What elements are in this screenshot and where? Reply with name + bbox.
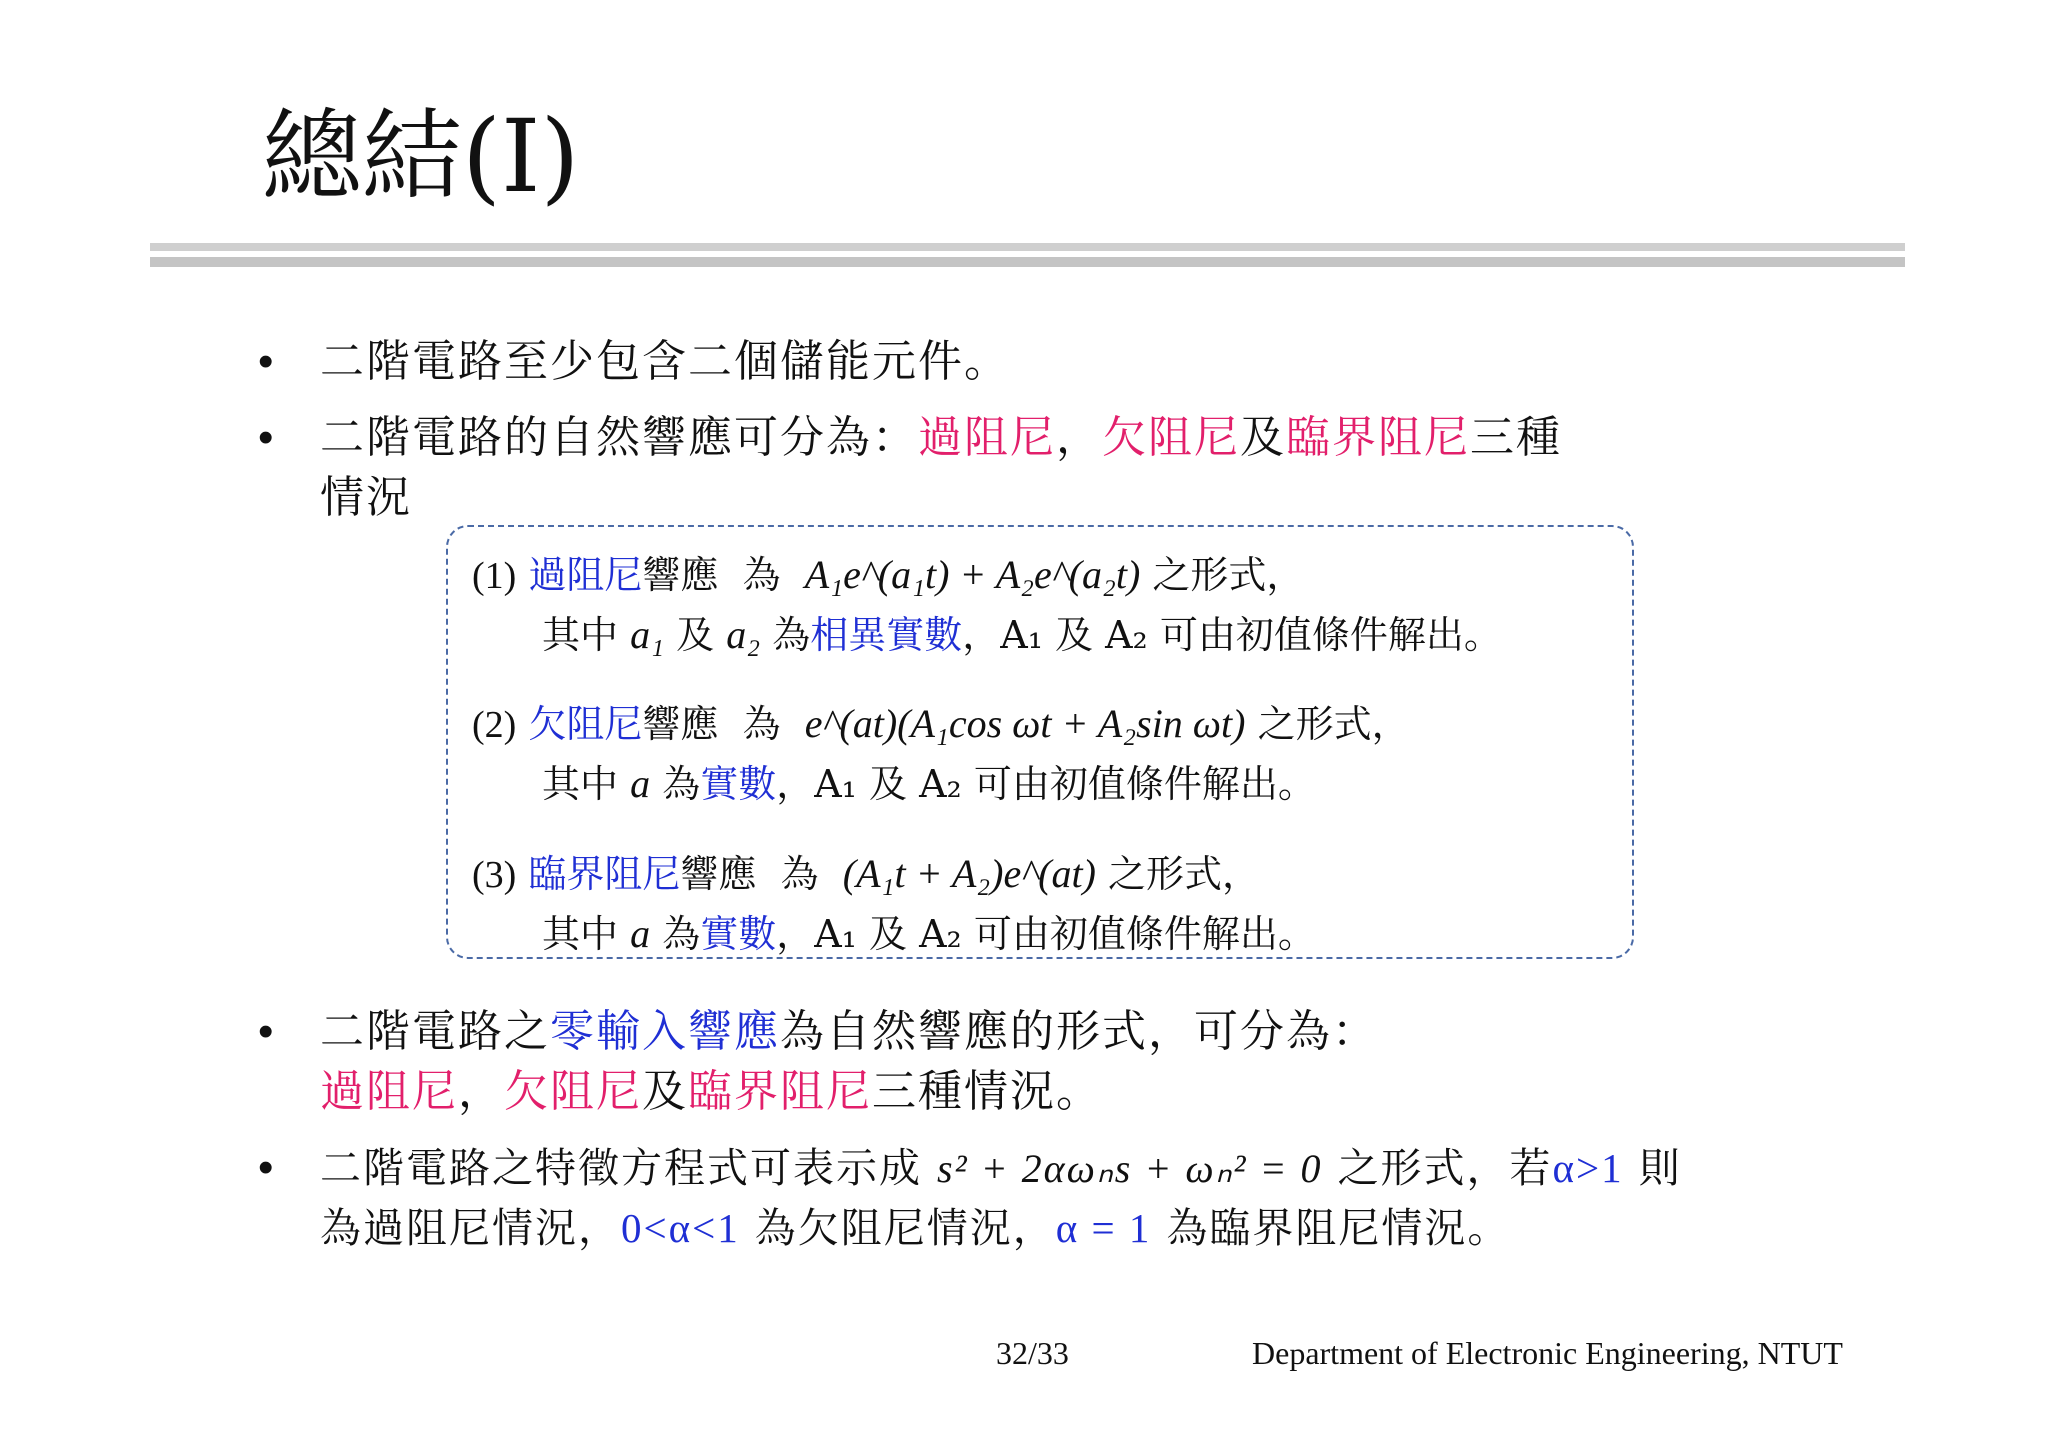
text: 之形式， (1152, 553, 1305, 597)
var-a1: a₁ (630, 612, 665, 657)
text: 二階電路的自然響應可分為： (320, 412, 918, 463)
text: 其中 (542, 613, 619, 657)
case-3-line-2 (542, 910, 1316, 958)
text: 為 (662, 912, 701, 956)
bullet-dot-icon: • (258, 1007, 274, 1056)
bullet-4-text-line2 (320, 1198, 1510, 1258)
condition-overdamped: α>1 (1552, 1145, 1624, 1191)
case-number: (3) (472, 854, 517, 896)
text: 二階電路之特徵方程式可表示成 (320, 1144, 922, 1192)
case-2-line-1 (472, 700, 1410, 749)
term-distinct-real: 相異實數 (810, 613, 963, 657)
text: 為 (662, 762, 701, 806)
text: 響應 (680, 852, 757, 896)
term-underdamped: 欠阻尼 (504, 1066, 642, 1117)
term-real: 實數 (700, 912, 777, 956)
condition-underdamped: 0<α<1 (621, 1205, 740, 1251)
damping-cases-box (446, 525, 1634, 959)
text: 二階電路之 (320, 1006, 550, 1057)
text: 及 (676, 613, 715, 657)
bullet-2-text-line2: 情況 (320, 472, 412, 523)
case-2-formula: e^(at)(A₁cos ωt + A₂sin ωt) (804, 701, 1246, 746)
bullet-dot-icon: • (258, 337, 274, 386)
case-number: (1) (472, 555, 517, 597)
bullet-3-text-line2 (320, 1062, 1102, 1122)
text: 為臨界阻尼情況。 (1166, 1204, 1511, 1252)
title-divider-bottom (150, 257, 1905, 267)
case-2-line-2 (542, 760, 1316, 808)
var-a: a (630, 761, 651, 806)
case-name: 過阻尼 (528, 553, 643, 597)
bullet-2-text (320, 408, 1562, 468)
term-critically-damped: 臨界阻尼 (1286, 412, 1470, 463)
text: 及 (642, 1066, 688, 1117)
text: ， (458, 1066, 504, 1117)
var-a2: a₂ (726, 612, 761, 657)
text: 為 (772, 613, 811, 657)
term-zero-input-response: 零輸入響應 (550, 1006, 780, 1057)
text: ，A₁ 及 A₂ 可由初值條件解出。 (776, 762, 1316, 806)
text: 三種 (1470, 412, 1562, 463)
term-underdamped: 欠阻尼 (1102, 412, 1240, 463)
term-critically-damped: 臨界阻尼 (688, 1066, 872, 1117)
text: 為欠阻尼情況， (754, 1204, 1056, 1252)
case-number: (2) (472, 704, 517, 746)
text: 及 (1240, 412, 1286, 463)
case-1-line-1 (472, 551, 1304, 600)
text: 之形式， (1257, 702, 1410, 746)
bullet-3-text (320, 1002, 1378, 1062)
text: 為 (742, 553, 781, 597)
case-name: 欠阻尼 (528, 702, 643, 746)
bullet-dot-icon: • (258, 413, 274, 462)
text: 其中 (542, 912, 619, 956)
term-overdamped: 過阻尼 (918, 412, 1056, 463)
text: 之形式， (1107, 852, 1260, 896)
text: 為自然響應的形式，可分為： (780, 1006, 1378, 1057)
text: 響應 (642, 553, 719, 597)
text: ，A₁ 及 A₂ 可由初值條件解出。 (962, 613, 1502, 657)
text: 則 (1638, 1144, 1682, 1192)
case-3-formula: (A₁t + A₂)e^(at) (842, 851, 1096, 896)
characteristic-equation: s² + 2αωₙs + ωₙ² = 0 (937, 1146, 1323, 1191)
case-1-line-2 (542, 611, 1502, 659)
bullet-1-text: 二階電路至少包含二個儲能元件。 (320, 336, 1010, 387)
case-name: 臨界阻尼 (528, 852, 681, 896)
text: 其中 (542, 762, 619, 806)
term-real: 實數 (700, 762, 777, 806)
page-number: 32/33 (996, 1335, 1069, 1371)
text: ， (1056, 412, 1102, 463)
text: ，A₁ 及 A₂ 可由初值條件解出。 (776, 912, 1316, 956)
case-3-line-1 (472, 850, 1260, 899)
term-overdamped: 過阻尼 (320, 1066, 458, 1117)
bullet-dot-icon: • (258, 1143, 274, 1192)
bullet-4-text (320, 1138, 1682, 1199)
text: 為過阻尼情況， (320, 1204, 621, 1252)
condition-critically-damped: α = 1 (1055, 1205, 1152, 1251)
slide-title: 總結(I) (262, 98, 580, 215)
case-1-formula: A₁e^(a₁t) + A₂e^(a₂t) (804, 552, 1141, 597)
text: 響應 (642, 702, 719, 746)
text: 為 (742, 702, 781, 746)
footer-department: Department of Electronic Engineering, NTUT (1252, 1335, 1843, 1371)
text: 三種情況。 (872, 1066, 1102, 1117)
text: 之形式，若 (1337, 1144, 1553, 1192)
title-divider-top (150, 243, 1905, 251)
var-a: a (630, 911, 651, 956)
text: 為 (780, 852, 819, 896)
